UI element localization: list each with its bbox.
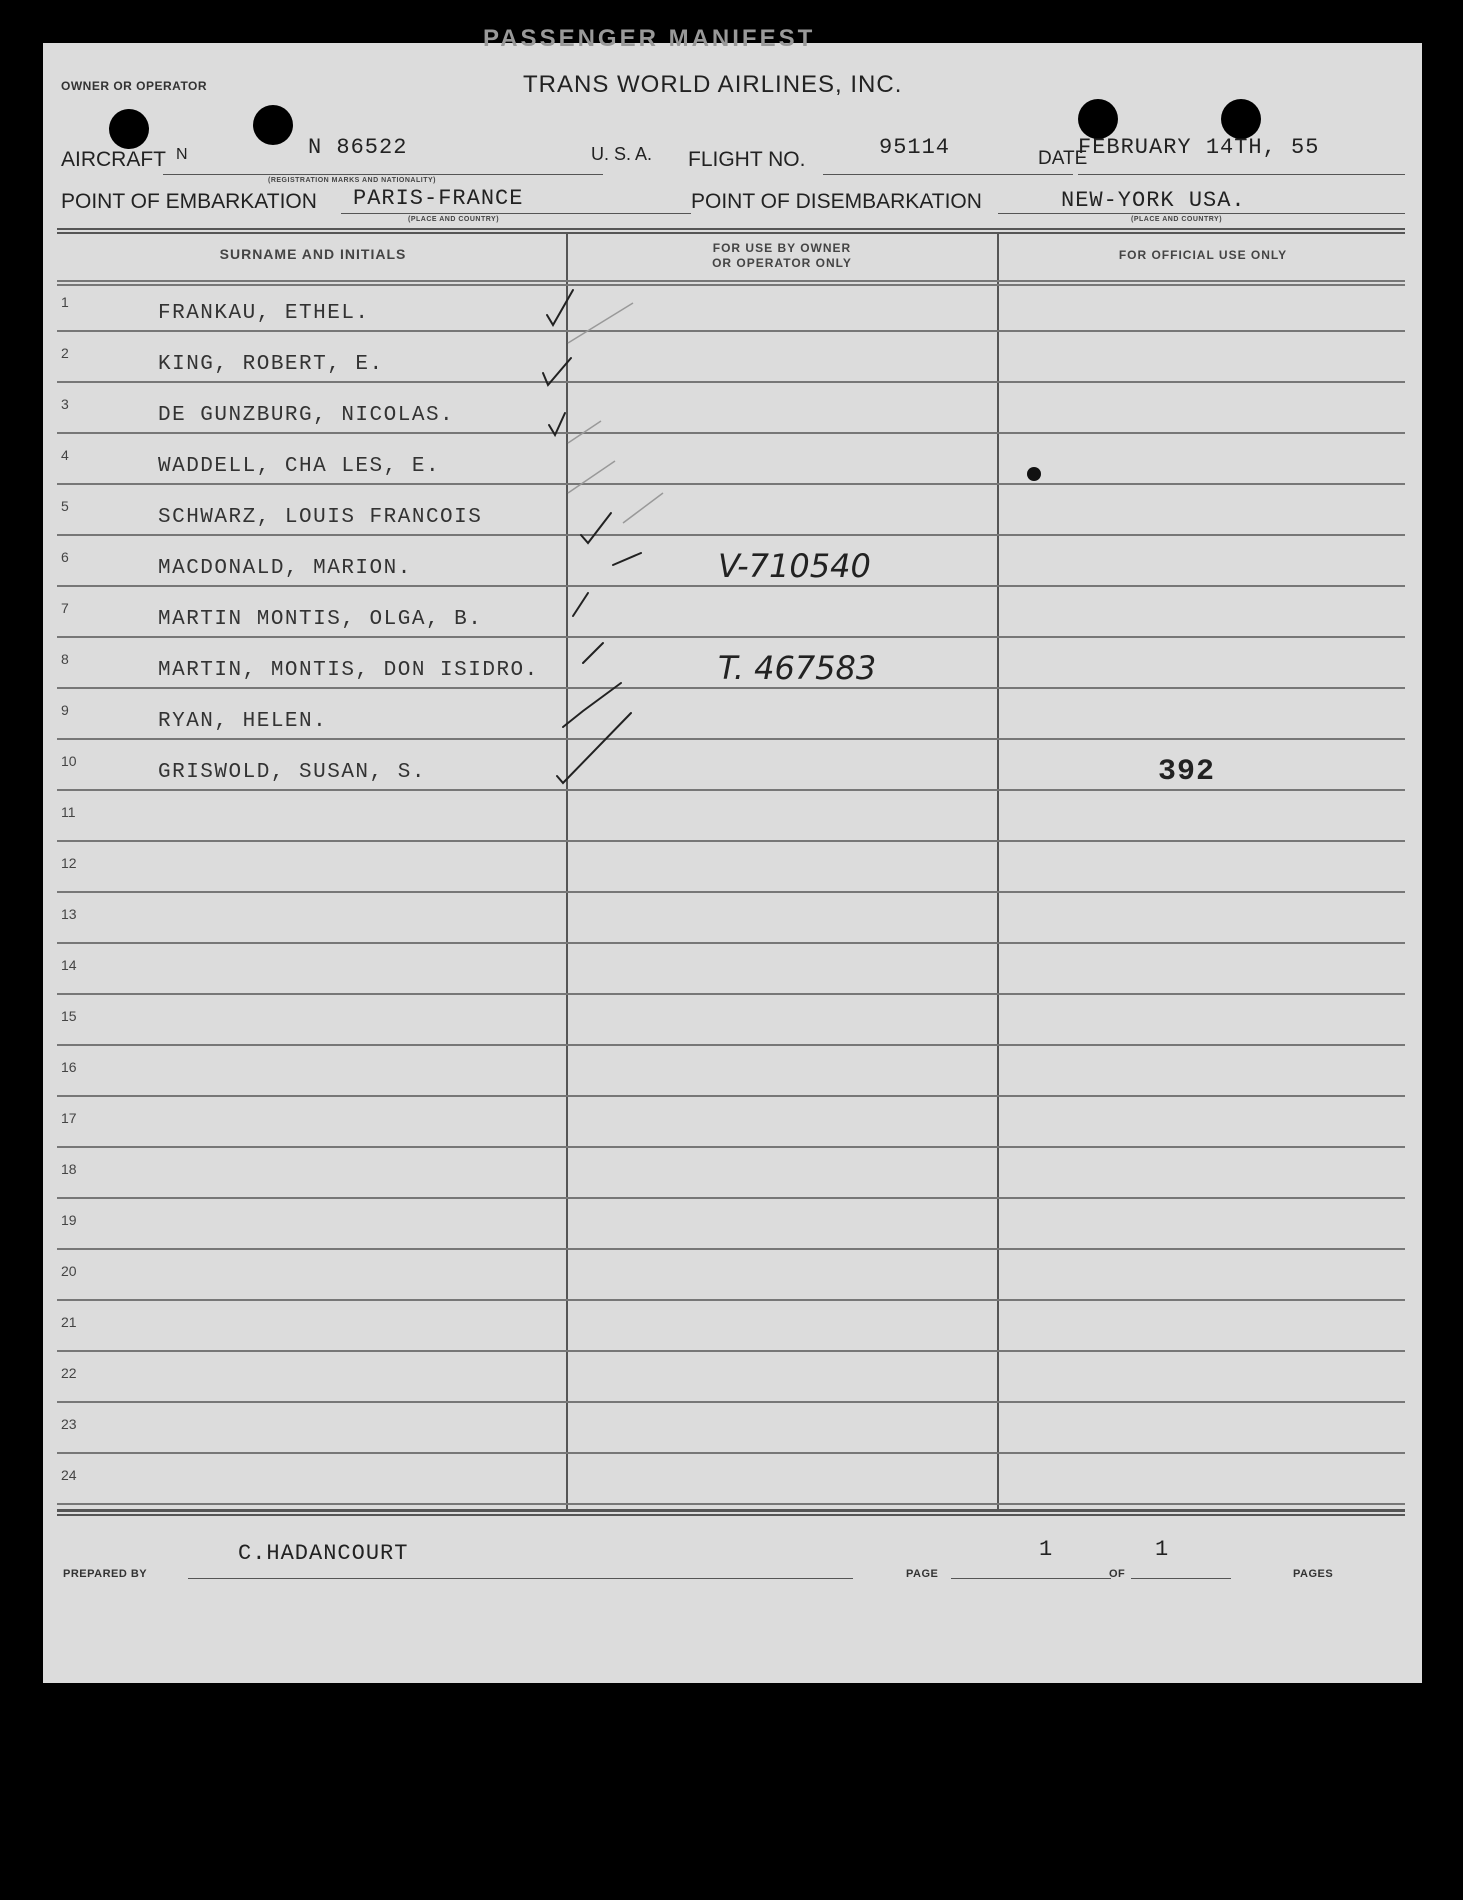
checkmark-icon — [549, 413, 565, 435]
checkmark-icon — [581, 513, 611, 543]
surname-header: SURNAME AND INITIALS — [219, 246, 407, 262]
usa-label: U. S. A. — [591, 144, 653, 164]
faint-checkmark-icon — [623, 493, 663, 523]
aircraft-label: AIRCRAFT — [61, 148, 166, 171]
faded-title: PASSENGER MANIFEST — [483, 25, 816, 52]
row-number: 21 — [61, 1314, 77, 1330]
row-number: 8 — [61, 651, 69, 667]
page-underline — [951, 1578, 1111, 1579]
date-value: FEBRUARY 14TH, 55 — [1078, 135, 1320, 160]
faint-checkmark-icon — [568, 303, 633, 343]
passenger-name: GRISWOLD, SUSAN, S. — [158, 761, 426, 784]
registration-caption: (REGISTRATION MARKS AND NATIONALITY) — [268, 177, 436, 184]
row-number: 17 — [61, 1110, 77, 1126]
owner-use-header-2: OR OPERATOR ONLY — [712, 256, 852, 270]
row-number: 16 — [61, 1059, 77, 1075]
row-number: 24 — [61, 1467, 77, 1483]
official-header: FOR OFFICIAL USE ONLY — [1118, 248, 1288, 262]
official-note: 392 — [1158, 755, 1216, 789]
airline-name: TRANS WORLD AIRLINES, INC. — [523, 71, 903, 98]
prepared-underline — [188, 1578, 853, 1579]
ink-dot-icon — [1027, 467, 1041, 481]
faint-checkmark-icon — [568, 461, 615, 493]
passenger-name: KING, ROBERT, E. — [158, 353, 384, 376]
row-number: 18 — [61, 1161, 77, 1177]
date-label: DATE — [1038, 148, 1088, 169]
manifest-sheet — [43, 25, 1422, 1683]
disembark-caption: (PLACE AND COUNTRY) — [1131, 216, 1223, 223]
passenger-name: DE GUNZBURG, NICOLAS. — [158, 404, 455, 427]
flight-value: 95114 — [879, 135, 951, 160]
row-number: 20 — [61, 1263, 77, 1279]
pages-label: PAGES — [1293, 1568, 1334, 1580]
embark-label: POINT OF EMBARKATION — [61, 190, 317, 213]
checkmark-icon — [583, 643, 603, 663]
row-number: 11 — [61, 804, 76, 820]
embark-caption: (PLACE AND COUNTRY) — [408, 216, 500, 223]
row-number: 22 — [61, 1365, 77, 1381]
prepared-label: PREPARED BY — [63, 1568, 148, 1580]
page-label: PAGE — [906, 1568, 939, 1580]
row-number: 5 — [61, 498, 69, 514]
row-number: 14 — [61, 957, 77, 973]
checkmark-icon — [563, 683, 621, 727]
passenger-name: RYAN, HELEN. — [158, 710, 328, 733]
of-label: OF — [1109, 1568, 1126, 1580]
aircraft-value: N 86522 — [308, 135, 408, 160]
owner-use-header-1: FOR USE BY OWNER — [712, 241, 852, 255]
row-number: 1 — [61, 294, 69, 310]
row-number: 15 — [61, 1008, 77, 1024]
passenger-name: MARTIN, MONTIS, DON ISIDRO. — [158, 659, 539, 682]
owner-note: V-710540 — [718, 547, 871, 585]
passenger-name: MACDONALD, MARION. — [158, 557, 412, 580]
checkmark-icon — [547, 290, 573, 325]
prepared-value: C.HADANCOURT — [238, 1541, 409, 1566]
row-number: 10 — [61, 753, 77, 769]
checkmark-icon — [613, 553, 641, 565]
embark-value: PARIS-FRANCE — [353, 186, 524, 211]
disembark-value: NEW-YORK USA. — [1061, 188, 1246, 213]
row-number: 6 — [61, 549, 69, 565]
row-number: 3 — [61, 396, 69, 412]
row-number: 13 — [61, 906, 77, 922]
passenger-name: FRANKAU, ETHEL. — [158, 302, 370, 325]
of-underline — [1131, 1578, 1231, 1579]
checkmark-icon — [573, 593, 588, 616]
checkmark-overlay — [43, 43, 1422, 1683]
passenger-name: WADDELL, CHA LES, E. — [158, 455, 441, 478]
row-number: 7 — [61, 600, 69, 616]
row-number: 23 — [61, 1416, 77, 1432]
checkmark-icon — [543, 358, 571, 385]
owner-label: OWNER OR OPERATOR — [61, 79, 208, 93]
page-value: 1 — [1039, 1537, 1054, 1562]
owner-note: T. 467583 — [718, 649, 877, 687]
passenger-name: MARTIN MONTIS, OLGA, B. — [158, 608, 483, 631]
row-number: 12 — [61, 855, 77, 871]
flight-label: FLIGHT NO. — [688, 148, 806, 171]
row-number: 19 — [61, 1212, 77, 1228]
disembark-label: POINT OF DISEMBARKATION — [691, 190, 982, 213]
passenger-name: SCHWARZ, LOUIS FRANCOIS — [158, 506, 483, 529]
row-number: 9 — [61, 702, 69, 718]
faint-checkmark-icon — [568, 421, 601, 443]
of-value: 1 — [1155, 1537, 1170, 1562]
row-number: 4 — [61, 447, 69, 463]
row-number: 2 — [61, 345, 69, 361]
aircraft-prefix: N — [176, 146, 188, 163]
